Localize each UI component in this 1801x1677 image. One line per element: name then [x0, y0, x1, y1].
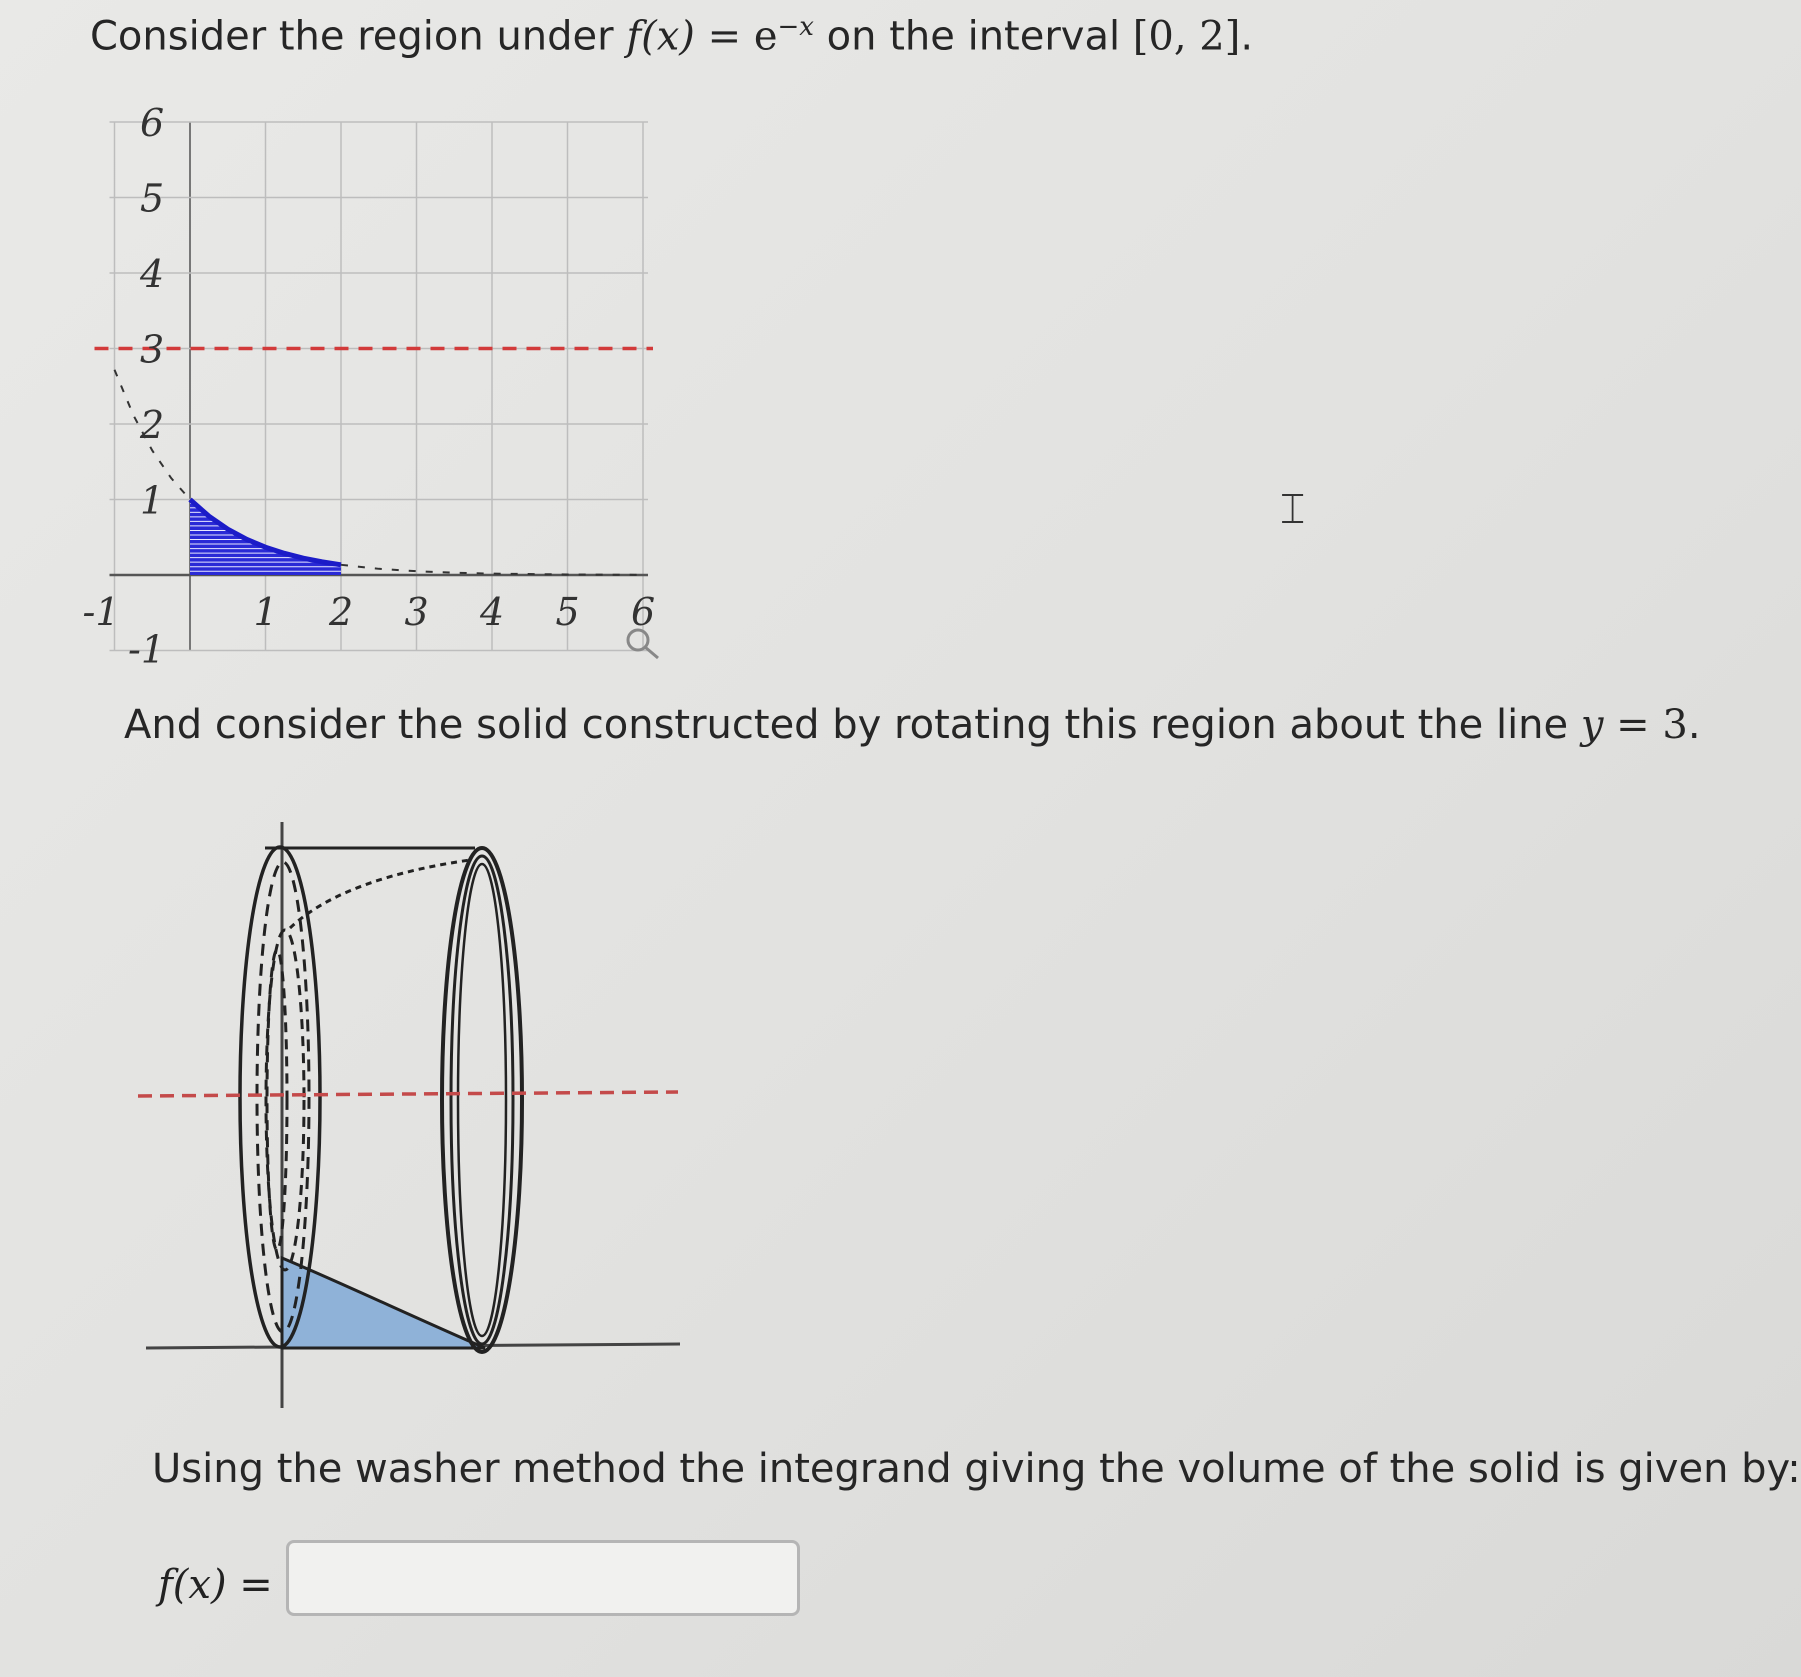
x-tick-label: 4 [480, 590, 505, 634]
rotate-y: y [1580, 702, 1604, 748]
x-tick-label: 6 [631, 590, 656, 634]
y-tick-label: 1 [140, 478, 165, 523]
intro-fx: f(x) [626, 13, 695, 60]
y-tick-label: 2 [140, 403, 165, 447]
inner-hole-ellipse [266, 930, 304, 1270]
y-tick-label: 4 [140, 252, 165, 296]
intro-exponent: −x [777, 12, 814, 42]
tick-labels [83, 101, 656, 672]
x-tick-label: 5 [555, 590, 580, 634]
intro-text: Consider the region under [90, 13, 627, 60]
y-tick-label: -1 [128, 627, 166, 672]
y-tick-label: 5 [140, 176, 165, 221]
answer-fx: f(x) [158, 1562, 227, 1608]
question-washer: Using the washer method the integrand giving the volume of the solid is given by: [152, 1446, 1801, 1492]
x-tick-label: -1 [82, 590, 120, 634]
right-rim-inner-ellipse-2 [458, 864, 506, 1336]
answer-eq: = [226, 1562, 273, 1608]
rotation-axis-line [138, 1092, 678, 1096]
y-tick-label: 6 [140, 101, 165, 145]
intro-period: . [1240, 13, 1254, 60]
intro-eq: = e [694, 13, 778, 60]
right-rim-ellipse [442, 848, 522, 1352]
x-tick-label: 1 [253, 590, 278, 634]
answer-label [158, 1562, 273, 1608]
text-cursor-icon: ⌶ [1280, 484, 1306, 533]
rotate-eq: = 3 [1603, 702, 1688, 748]
answer-input[interactable] [286, 1540, 800, 1616]
solid-figure [130, 800, 690, 1420]
x-tick-label: 3 [404, 590, 429, 634]
intro-interval: [0, 2] [1132, 13, 1241, 60]
right-rim-inner-ellipse [451, 856, 513, 1344]
region-chart [0, 100, 700, 690]
y-tick-label: 3 [140, 327, 165, 372]
intro-mid-text: on the interval [813, 13, 1133, 60]
x-tick-label: 2 [329, 590, 354, 634]
inner-dashed-arc [290, 860, 470, 928]
question-intro [90, 12, 1253, 59]
rotate-text: And consider the solid constructed by rotating this region about the line [124, 702, 1581, 748]
question-rotate [124, 702, 1701, 748]
rotate-period: . [1687, 702, 1701, 748]
